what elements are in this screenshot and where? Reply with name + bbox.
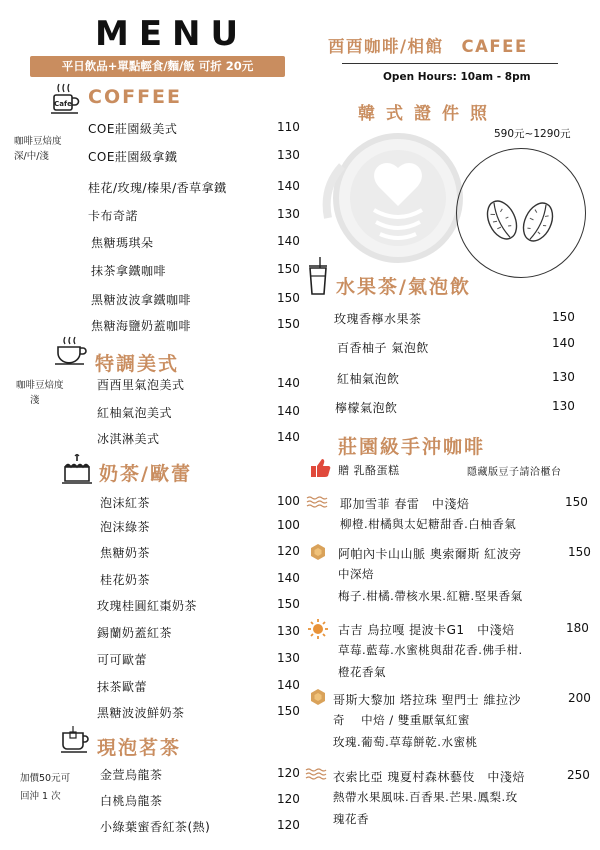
cold-drink-icon [306,256,330,296]
menu-item-price: 100 [277,518,300,532]
promo-banner: 平日飲品+單點輕食/麵/飯 可折 20元 [30,56,285,77]
menu-item-name: 酉酉里氣泡美式 [97,378,185,392]
cake-icon [60,453,94,485]
photo-service-price: 590元~1290元 [494,128,571,140]
honeycomb-icon [309,688,327,706]
menu-item-price: 150 [552,310,575,324]
pourover-item-roast: 奇 中焙 / 雙重厭氧紅蜜 [333,713,470,727]
menu-item-price: 130 [552,370,575,384]
menu-item-name: 桂花奶茶 [100,573,151,587]
pourover-item-notes: 玫瑰.葡萄.草莓餅乾.水蜜桃 [333,735,478,749]
menu-item-name: 紅柚氣泡飲 [337,372,400,386]
menu-item-price: 110 [277,120,300,134]
menu-item-price: 130 [277,651,300,665]
coffee-roast-note [14,134,62,164]
special-note-line1: 咖啡豆焙度 [16,380,64,391]
menu-item-name: 錫蘭奶蓋紅茶 [97,626,173,640]
pourover-item-roast: 中深焙 [338,567,374,581]
tea-section-title: 現泡茗茶 [97,737,182,759]
menu-item-price: 130 [277,207,300,221]
menu-item-price: 120 [277,792,300,806]
menu-item-price: 150 [277,597,300,611]
menu-item-name: 白桃烏龍茶 [100,794,163,808]
milk-section-title: 奶茶/歐蕾 [99,463,192,485]
menu-item-price: 150 [277,291,300,305]
menu-item-price: 120 [277,766,300,780]
menu-item-price: 120 [277,544,300,558]
coffee-bean-icon [482,192,562,250]
menu-item-price: 100 [277,494,300,508]
pourover-item-price: 250 [567,768,590,782]
pourover-item-name: 耶加雪菲 春雷 中淺焙 [340,497,470,511]
menu-item-name: 泡沫紅茶 [100,496,151,510]
divider [342,63,558,64]
tea-note-line2: 回沖 1 次 [20,791,61,802]
pourover-item-notes: 熱帶水果風味.百香果.芒果.鳳梨.玫 [333,790,518,804]
pourover-item-price: 150 [565,495,588,509]
sun-icon [307,618,329,640]
menu-item-price: 130 [277,624,300,638]
menu-item-price: 150 [277,262,300,276]
pourover-item-notes: 草莓.藍莓.水蜜桃與甜花香.佛手柑. [338,643,523,657]
menu-item-price: 150 [277,704,300,718]
pourover-item-notes: 柳橙.柑橘與太妃糖甜香.白柚香氣 [340,517,517,531]
menu-item-name: 百香柚子 氣泡飲 [337,341,429,355]
coffee-cup-icon [50,82,80,116]
menu-item-name: 焦糖奶茶 [100,546,151,560]
menu-item-price: 140 [277,404,300,418]
tea-refill-note [20,770,70,806]
latte-art-icon [318,128,468,278]
menu-item-name: 玫瑰桂圓紅棗奶茶 [97,599,198,613]
pourover-item-name: 衣索比亞 瑰夏村森林藝伎 中淺焙 [333,770,525,784]
menu-item-name: COE莊園級美式 [88,122,178,136]
pourover-item-notes-cont: 瑰花香 [333,812,369,826]
menu-item-price: 130 [552,399,575,413]
special-roast-note [16,378,64,408]
pourover-section-title: 莊園級手沖咖啡 [338,436,486,458]
menu-item-name: COE莊園級拿鐵 [88,150,178,164]
pourover-item-price: 200 [568,691,591,705]
menu-item-name: 卡布奇諾 [88,209,139,223]
menu-item-price: 140 [277,376,300,390]
menu-item-name: 檸檬氣泡飲 [335,401,398,415]
tea-cup-icon [60,725,90,755]
menu-item-name: 黑糖波波鮮奶茶 [97,706,185,720]
menu-item-price: 140 [552,336,575,350]
thumbs-up-icon [310,458,332,478]
opening-hours: Open Hours: 10am - 8pm [383,71,531,83]
menu-item-price: 140 [277,179,300,193]
menu-item-name: 桂花/玫瑰/榛果/香草拿鐵 [88,181,227,195]
menu-item-price: 140 [277,571,300,585]
pourover-item-name: 哥斯大黎加 塔拉珠 聖門士 維拉沙 [333,693,521,707]
menu-item-price: 120 [277,818,300,832]
menu-item-name: 抹茶拿鐵咖啡 [91,264,167,278]
coffee-note-line2: 深/中/淺 [14,151,49,162]
menu-item-name: 冰淇淋美式 [97,432,160,446]
menu-item-name: 小綠葉蜜香紅茶(熱) [100,820,211,834]
coffee-section-title: COFFEE [88,86,183,108]
pourover-item-notes-cont: 橙花香氣 [338,665,386,679]
photo-service-title: 韓式證件照 [358,104,498,124]
pourover-item-name: 古吉 烏拉嘎 提波卡G1 中淺焙 [338,623,515,637]
tea-note-line1: 加價50元可 [20,773,71,784]
menu-title: MENU [95,14,249,54]
menu-item-name: 紅柚氣泡美式 [97,406,173,420]
cafe-name: 酉酉咖啡/相館 CAFEE [328,37,528,56]
menu-item-name: 可可歐蕾 [97,653,148,667]
pourover-item-price: 150 [568,545,591,559]
wave-icon [306,496,328,508]
hidden-beans-note: 隱藏版豆子請洽櫃台 [467,467,562,478]
special-section-title: 特調美式 [95,353,180,375]
coffee-cup-icon [53,335,87,367]
menu-item-price: 140 [277,678,300,692]
coffee-note-line1: 咖啡豆焙度 [14,136,62,147]
svg-text:Cafe: Cafe [54,100,72,108]
menu-item-price: 140 [277,430,300,444]
honeycomb-icon [309,543,327,561]
menu-item-name: 玫瑰香檸水果茶 [334,312,422,326]
menu-item-name: 焦糖海鹽奶蓋咖啡 [91,319,192,333]
pourover-item-notes: 梅子.柑橘.帶核水果.紅糖.堅果香氣 [338,589,523,603]
menu-item-price: 140 [277,234,300,248]
menu-item-name: 焦糖瑪琪朵 [91,236,154,250]
menu-item-name: 黑糖波波拿鐵咖啡 [91,293,192,307]
pourover-item-name: 阿帕內卡山山脈 奧索爾斯 紅波旁 [338,547,522,561]
special-note-line2: 淺 [30,395,40,406]
fruit-section-title: 水果茶/氣泡飲 [336,276,471,298]
wave-icon [305,768,327,780]
menu-item-price: 150 [277,317,300,331]
menu-item-name: 抹茶歐蕾 [97,680,148,694]
menu-item-name: 金萱烏龍茶 [100,768,163,782]
pourover-item-price: 180 [566,621,589,635]
menu-item-name: 泡沫綠茶 [100,520,151,534]
gift-cheesecake: 贈 乳酪蛋糕 [338,464,400,477]
menu-item-price: 130 [277,148,300,162]
